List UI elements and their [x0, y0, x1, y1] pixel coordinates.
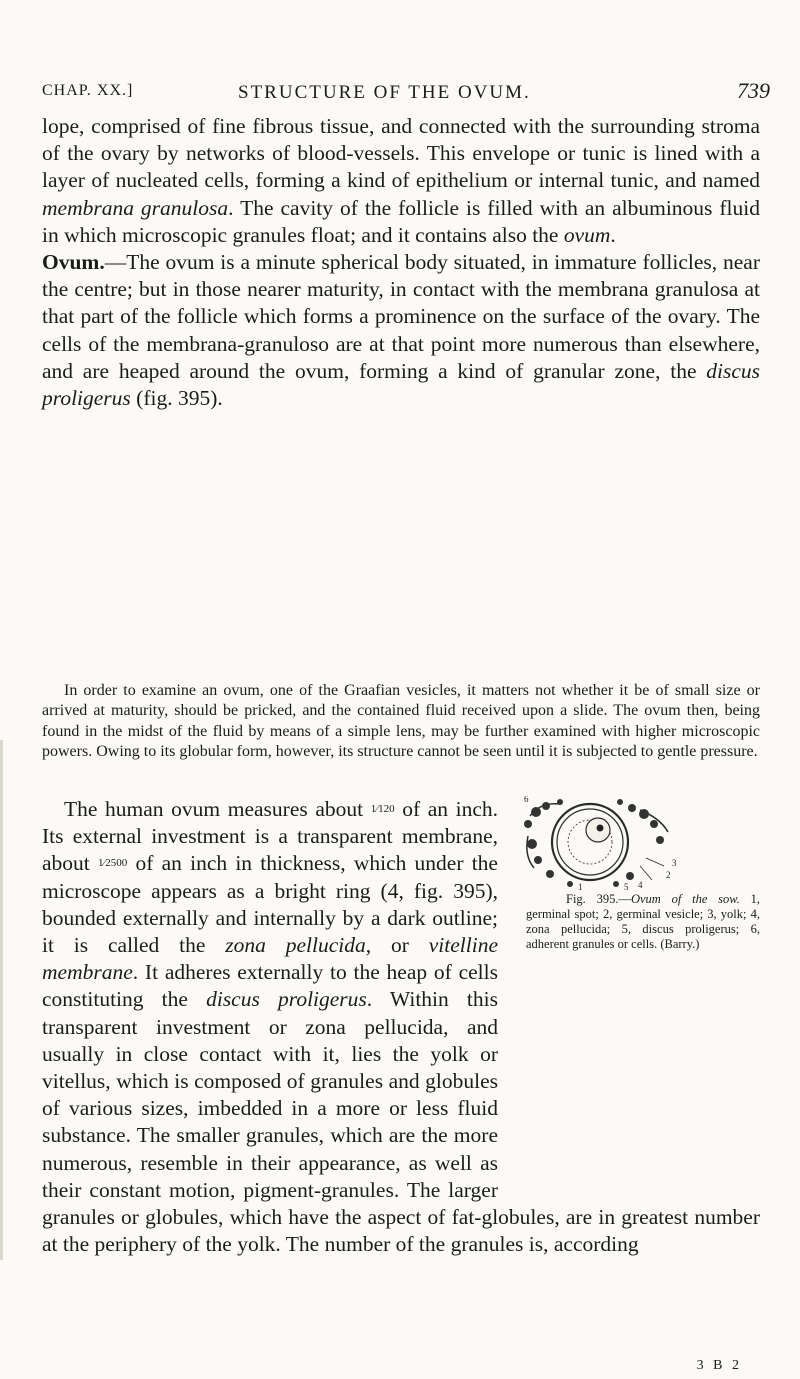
term-discus-proligerus-2: discus proligerus: [206, 987, 367, 1012]
running-title: STRUCTURE OF THE OVUM.: [238, 82, 531, 103]
section-heading-ovum: Ovum.: [42, 250, 105, 275]
page-edge-shadow: [0, 740, 3, 1260]
ovum-illustration: [520, 796, 680, 892]
figure-label-6: 6: [524, 796, 529, 804]
paragraph-small-print: In order to examine an ovum, one of the Graafian vesicles, it matters not whether it be of small size or arrived at maturity, should be pricked, and the contained fluid received upon a slide. The ovum then, being found in the midst of the fluid by means of a simple lens, may be further examined with higher microscopic powers. Owing to its globular form, however, its structure cannot be seen until it is subjected to gentle pressure.: [42, 682, 760, 760]
term-zona-pellucida: zona pellucida: [225, 933, 366, 958]
term-discus-proligerus: discus proligerus: [42, 358, 760, 411]
figure-caption: Fig. 395.—Ovum of the sow. 1, germinal spot; 2, germinal vesicle; 3, yolk; 4, zona pellucida; 5, discus proligerus; 6, adherent granules or cells. (Barry.): [526, 892, 760, 951]
paragraph-follicle: lope, comprised of fine fibrous tissue, and connected with the surrounding stroma of the ovary by networks of blood-vessels. This envelope or tunic is lined with a layer of nucleated cells, forming a kind of epithelium or internal tunic, and named membrana granulosa. The cavity of the follicle is filled with an albuminous fluid in which microscopic granules float; and it contains also the ovum. Ovum.—The ovum is a minute spherical body situated, in immature follicles, near the centre; but in those nearer maturity, in contact with the membrana granulosa at that part of the follicle which forms a prominence on the surface of the ovary. The cells of the membrana-granuloso are at that point more numerous than elsewhere, and are heaped around the ovum, forming a kind of granular zone, the discus proligerus (fig. 395).: [42, 114, 760, 411]
signature-mark: 3 B 2: [696, 1358, 742, 1373]
paragraph-human-ovum: 1 2 3 4 5 6 Fig. 395.—Ovum of the sow. 1, germinal spot; 2, germinal vesicle; 3, yolk; 4, zona pellucida; 5, discus proligerus; 6, adherent granules or cells. (Barry.) The human ovum measures about 1⁄120 of an inch. Its external investment is a transparent membrane, about 1⁄2500 of an inch in thickness, which under the microscope appears as a bright ring (4, fig. 395), bounded externally and internally by a dark outline; it is called the zona pellucida, or vitelline membrane. It adheres externally to the heap of cells constituting the discus proligerus. Within this transparent investment or zona pellucida, and usually in close contact with it, lies the yolk or vitellus, which is composed of granules and globules of various sizes, imbedded in a more or less fluid substance. The smaller granules, which are the more numerous, resemble in their appearance, as well as their constant motion, pigment-granules. The larger granules or globules, which have the aspect of fat-globules, are in greatest number at the periphery of the yolk. The number of the granules is, according: [42, 796, 760, 1257]
figure-label-5: 5: [624, 882, 629, 892]
figure-label-2: 2: [666, 870, 671, 880]
fraction-ovum-size: 1⁄120: [370, 803, 395, 815]
figure-label-1: 1: [578, 882, 583, 892]
page-number: 739: [737, 78, 770, 103]
chapter-label: CHAP. XX.]: [42, 82, 134, 99]
figure-label-4: 4: [638, 880, 643, 890]
term-vitelline-membrane: vitelline membrane: [42, 933, 498, 985]
running-header: [42, 78, 770, 106]
term-ovum: ovum: [563, 222, 611, 247]
figure-label-3: 3: [672, 858, 677, 868]
figure-395: [512, 796, 760, 1200]
term-membrana-granulosa: membrana granulosa: [42, 195, 229, 220]
fraction-membrane-thickness: 1⁄2500: [97, 857, 128, 870]
